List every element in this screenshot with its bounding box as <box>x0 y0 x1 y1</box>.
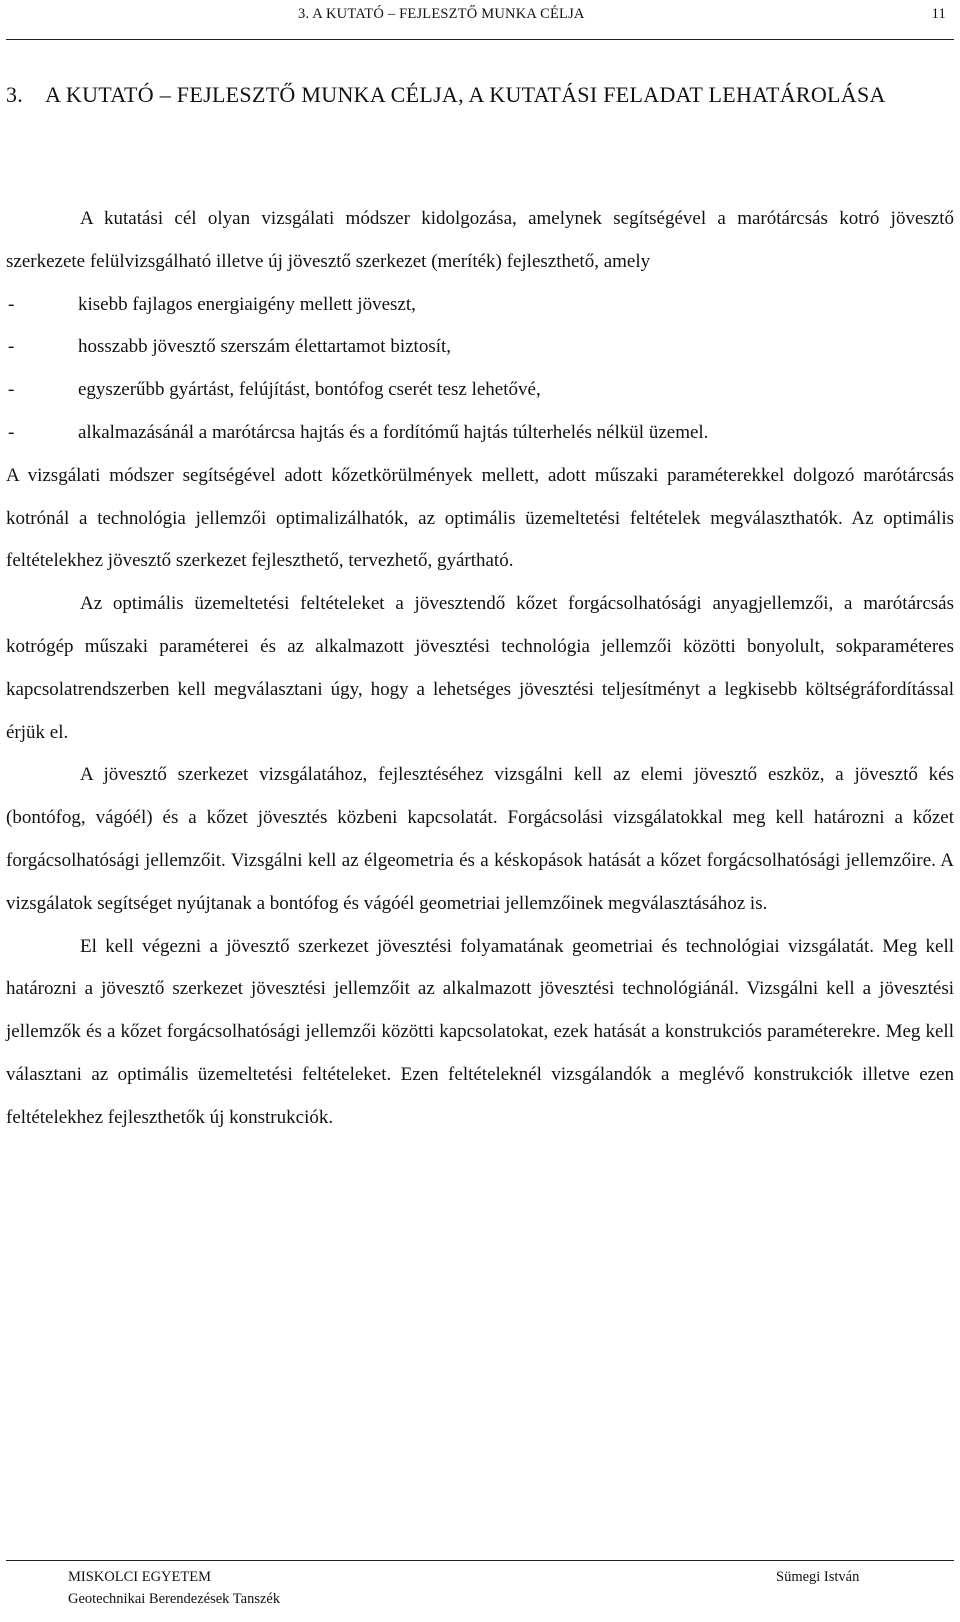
paragraph-4: A jövesztő szerkezet vizsgálatához, fejlesztéséhez vizsgálni kell az elemi jövesztő eszköz, a jövesztő kés (bontófog, vágóél) és a kőzet jövesztés közbeni kapcsolatát. Forgácsolási vizsgálatokkal meg kell határozni a kőzet forgácsolhatósági jellemzőit. Vizsgálni kell az élgeometria és a késkopások hatását a kőzet forgácsolhatósági jellemzőire. A vizsgálatok segítséget nyújtanak a bontófog és vágóél geometriai jellemzőinek megválasztásához is. <box>6 764 954 914</box>
list-marker: - <box>8 336 15 358</box>
footer-institution: MISKOLCI EGYETEM <box>68 1569 211 1585</box>
section-heading <box>6 74 946 115</box>
running-header <box>6 4 954 26</box>
footer-department: Geotechnikai Berendezések Tanszék <box>68 1591 281 1607</box>
footer <box>68 1566 868 1610</box>
list-item: - egyszerűbb gyártást, felújítást, bontófog cserét tesz lehetővé, <box>6 369 954 412</box>
list-item: - kisebb fajlagos energiaigény mellett jöveszt, <box>6 284 954 327</box>
running-header-title: 3. A KUTATÓ – FEJLESZTŐ MUNKA CÉLJA <box>298 6 585 22</box>
list-marker: - <box>8 293 15 315</box>
header-divider <box>6 39 954 40</box>
paragraph-2: A vizsgálati módszer segítségével adott kőzetkörülmények mellett, adott műszaki paraméterekkel dolgozó marótárcsás kotrónál a technológia jellemzői optimalizálhatók, az optimális üzemeltetési feltételek megválaszthatók. Az optimális feltételekhez jövesztő szerkezet fejleszthető, tervezhető, gyártható. <box>6 464 954 572</box>
paragraph-1: A kutatási cél olyan vizsgálati módszer kidolgozása, amelynek segítségével a marótárcsás kotró jövesztő szerkezete felülvizsgálható illetve új jövesztő szerkezet (meríték) fejleszthető, amely <box>6 208 954 272</box>
footer-author: Sümegi István <box>776 1569 860 1585</box>
list-marker: - <box>8 421 15 443</box>
section-title: A KUTATÓ – FEJLESZTŐ MUNKA CÉLJA, A KUTATÁSI FELADAT LEHATÁROLÁSA <box>45 82 886 107</box>
footer-divider <box>6 1560 954 1561</box>
list-item: - alkalmazásánál a marótárcsa hajtás és a fordítómű hajtás túlterhelés nélkül üzemel. <box>6 412 954 455</box>
page-number: 11 <box>931 6 946 22</box>
paragraph-5: El kell végezni a jövesztő szerkezet jövesztési folyamatának geometriai és technológiai vizsgálatát. Meg kell határozni a jövesztő szerkezet jövesztési jellemzőit az alkalmazott jövesztési technológiánál. Vizsgálni kell a jövesztési jellemzők és a kőzet forgácsolhatósági jellemzői közötti kapcsolatokat, ezek hatását a konstrukciós paraméterekre. Meg kell választani az optimális üzemeltetési feltételeket. Ezen feltételeknél vizsgálandók a meglévő konstrukciók illetve ezen feltételekhez fejleszthetők új konstrukciók. <box>6 935 954 1128</box>
body-text <box>6 198 954 1140</box>
paragraph-3: Az optimális üzemeltetési feltételeket a jövesztendő kőzet forgácsolhatósági anyagjellemzői, a marótárcsás kotrógép műszaki paraméterei és az alkalmazott jövesztési technológia jellemzői közötti bonyolult, sokparaméteres kapcsolatrendszerben kell megválasztani úgy, hogy a lehetséges jövesztési teljesítményt a legkisebb költségráfordítással érjük el. <box>6 593 954 743</box>
list-marker: - <box>8 379 15 401</box>
requirements-list <box>6 284 954 455</box>
list-item: - hosszabb jövesztő szerszám élettartamot biztosít, <box>6 326 954 369</box>
section-number: 3. <box>6 82 24 107</box>
